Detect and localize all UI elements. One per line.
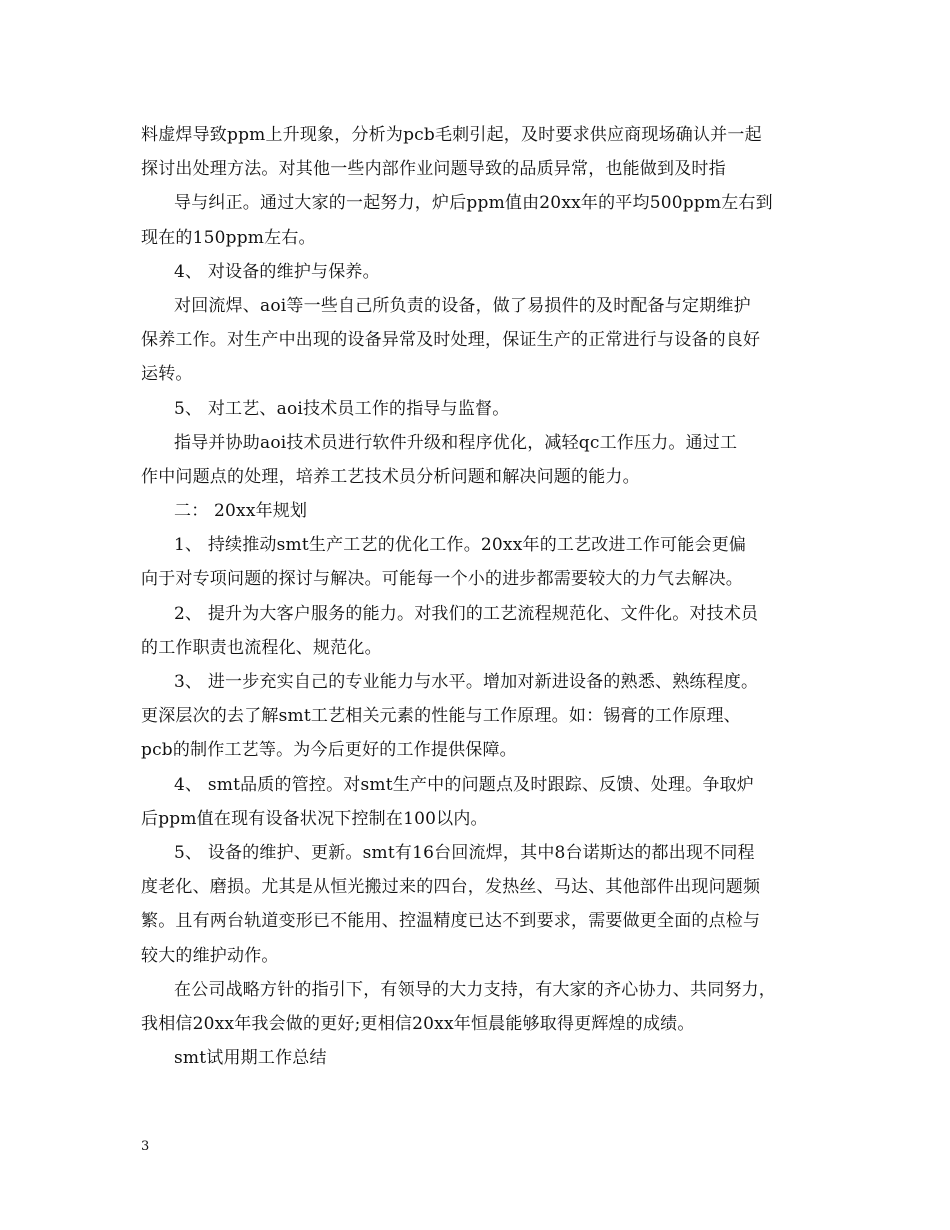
text-line: 保养工作。对生产中出现的设备异常及时处理，保证生产的正常进行与设备的良好 bbox=[141, 330, 761, 351]
text-line: 较大的维护动作。 bbox=[141, 945, 279, 966]
document-body bbox=[141, 118, 816, 1075]
page-number: 3 bbox=[141, 1139, 150, 1154]
text-line: 后ppm值在现有设备状况下控制在100以内。 bbox=[141, 808, 488, 829]
text-line: pcb的制作工艺等。为今后更好的工作提供保障。 bbox=[141, 740, 517, 761]
section-heading: 4、 对设备的维护与保养。 bbox=[174, 261, 380, 282]
text-line: 我相信20xx年我会做的更好;更相信20xx年恒晨能够取得更辉煌的成绩。 bbox=[141, 1013, 695, 1034]
section-heading: 二： 20xx年规划 bbox=[174, 501, 308, 522]
text-line: 向于对专项问题的探讨与解决。可能每一个小的进步都需要较大的力气去解决。 bbox=[141, 569, 743, 590]
text-line: 运转。 bbox=[141, 364, 193, 385]
text-line: 导与纠正。通过大家的一起努力，炉后ppm值由20xx年的平均500ppm左右到 bbox=[174, 193, 773, 214]
plan-item-line: 2、 提升为大客户服务的能力。对我们的工艺流程规范化、文件化。对技术员 bbox=[174, 603, 759, 624]
text-line: 现在的150ppm左右。 bbox=[141, 227, 316, 248]
text-line: 繁。且有两台轨道变形已不能用、控温精度已达不到要求，需要做更全面的点检与 bbox=[141, 911, 761, 932]
text-line: 在公司战略方针的指引下，有领导的大力支持，有大家的齐心协力、共同努力， bbox=[174, 979, 776, 1000]
text-line: 的工作职责也流程化、规范化。 bbox=[141, 637, 382, 658]
plan-item-line: 3、 进一步充实自己的专业能力与水平。增加对新进设备的熟悉、熟练程度。 bbox=[174, 672, 759, 692]
text-line: 作中问题点的处理，培养工艺技术员分析问题和解决问题的能力。 bbox=[141, 466, 640, 487]
text-line: 更深层次的去了解smt工艺相关元素的性能与工作原理。如：锡膏的工作原理、 bbox=[141, 706, 741, 727]
document-title-line: smt试用期工作总结 bbox=[174, 1048, 327, 1069]
text-line: 探讨出处理方法。对其他一些内部作业问题导致的品质异常，也能做到及时指 bbox=[141, 159, 726, 180]
plan-item-line: 5、 设备的维护、更新。smt有16台回流焊，其中8台诺斯达的都出现不同程 bbox=[174, 842, 755, 863]
plan-item-line: 1、 持续推动smt生产工艺的优化工作。20xx年的工艺改进工作可能会更偏 bbox=[174, 535, 747, 556]
text-line: 度老化、磨损。尤其是从恒光搬过来的四台，发热丝、马达、其他部件出现问题频 bbox=[141, 877, 761, 898]
text-line: 对回流焊、aoi等一些自己所负责的设备，做了易损件的及时配备与定期维护 bbox=[174, 295, 751, 316]
section-heading: 5、 对工艺、aoi技术员工作的指导与监督。 bbox=[174, 398, 510, 419]
text-line: 指导并协助aoi技术员进行软件升级和程序优化，减轻qc工作压力。通过工 bbox=[174, 432, 738, 453]
text-line: 料虚焊导致ppm上升现象，分析为pcb毛刺引起，及时要求供应商现场确认并一起 bbox=[141, 125, 762, 145]
plan-item-line: 4、 smt品质的管控。对smt生产中的问题点及时跟踪、反馈、处理。争取炉 bbox=[174, 774, 754, 795]
